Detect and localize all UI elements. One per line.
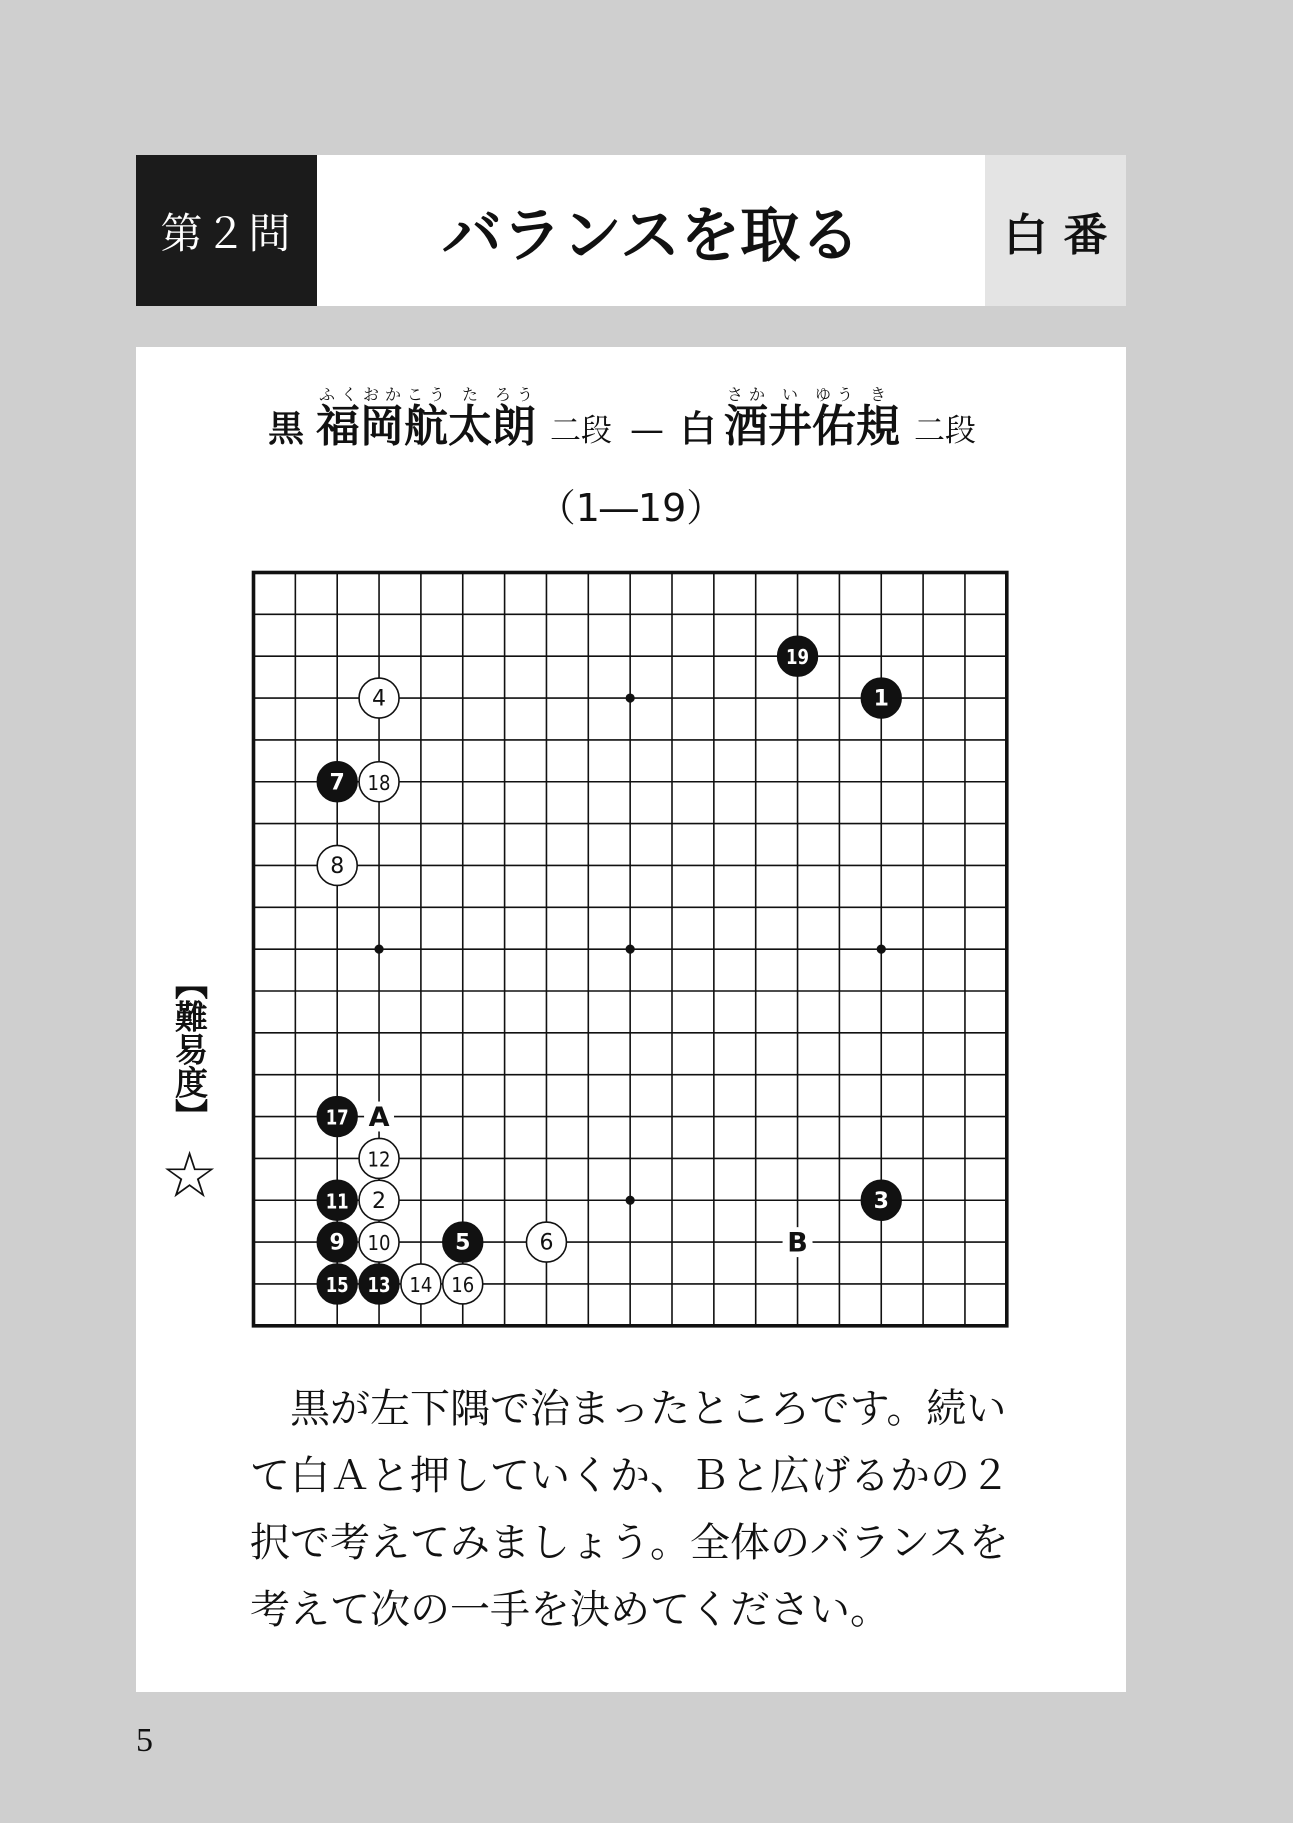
move-number: 2 [372, 1188, 387, 1214]
move-range: （1―19） [537, 486, 725, 530]
players-separator: — [630, 410, 664, 450]
difficulty-star-icon: ☆ [160, 1139, 219, 1213]
furigana: き [856, 385, 900, 404]
move-number: 14 [409, 1272, 433, 1297]
white-player-label: 白 [680, 409, 717, 450]
name-kanji: 井 [768, 401, 813, 452]
move-number: 13 [367, 1272, 391, 1297]
description-line: て白Ａと押していくか、Ｂと広げるかの２ [250, 1453, 1010, 1499]
move-number: 12 [367, 1146, 391, 1171]
problem-title: バランスを取る [317, 155, 985, 306]
name-ruby [812, 385, 857, 452]
star-point [626, 693, 635, 702]
furigana: ゆう [812, 385, 856, 404]
move-number: 6 [539, 1230, 554, 1256]
move-number: 16 [451, 1272, 475, 1297]
difficulty-label: 【難易度】 [170, 983, 209, 1115]
black-player-rank: 二段 [550, 413, 612, 449]
name-ruby [492, 385, 536, 452]
move-number: 15 [325, 1272, 349, 1297]
move-number: 10 [367, 1230, 391, 1255]
black-player-name [316, 385, 536, 452]
problem-number: 第２問 [136, 155, 317, 306]
furigana: ろう [492, 385, 536, 404]
move-number: 8 [330, 853, 345, 879]
name-kanji: 福岡航 [316, 401, 448, 452]
white-player-name [724, 385, 901, 452]
move-number: 9 [329, 1230, 345, 1256]
go-board [233, 552, 1027, 1346]
problem-header [136, 155, 1126, 306]
move-number: 1 [873, 686, 889, 712]
star-point [374, 944, 383, 953]
star-point [626, 944, 635, 953]
name-kanji: 朗 [492, 401, 536, 452]
problem-card [136, 347, 1126, 1692]
star-point [877, 944, 886, 953]
board-label-b: B [787, 1227, 808, 1259]
star-point [626, 1195, 635, 1204]
description-line: 黒が左下隅で治まったところです。続い [290, 1386, 1007, 1432]
furigana: い [768, 385, 812, 404]
move-number: 19 [786, 644, 810, 669]
white-player-rank: 二段 [914, 413, 977, 449]
page-number: 5 [136, 1722, 153, 1759]
move-number: 7 [329, 769, 345, 795]
furigana: た [448, 385, 492, 404]
description-line: 択で考えてみましょう。全体のバランスを [250, 1520, 1009, 1566]
name-ruby [448, 385, 492, 452]
move-number: 18 [367, 770, 391, 795]
name-kanji: 酒 [724, 401, 769, 452]
problem-description [250, 1376, 1010, 1644]
name-ruby [316, 385, 448, 452]
turn-indicator: 白番 [985, 155, 1126, 306]
name-kanji: 佑 [812, 401, 857, 452]
name-kanji: 太 [448, 401, 492, 452]
name-kanji: 規 [856, 401, 901, 452]
furigana: ふくおかこう [316, 385, 448, 404]
description-line: 考えて次の一手を決めてください。 [250, 1587, 890, 1633]
name-ruby [724, 385, 769, 452]
furigana: さか [724, 385, 768, 404]
black-player-label: 黒 [267, 409, 304, 450]
players-line [136, 385, 1126, 453]
move-number: 4 [372, 686, 387, 712]
name-ruby [856, 385, 901, 452]
move-number: 17 [325, 1105, 349, 1130]
move-number: 5 [455, 1230, 471, 1256]
board-label-a: A [368, 1101, 390, 1133]
name-ruby [768, 385, 813, 452]
move-number: 11 [325, 1188, 349, 1213]
move-number: 3 [873, 1188, 889, 1214]
